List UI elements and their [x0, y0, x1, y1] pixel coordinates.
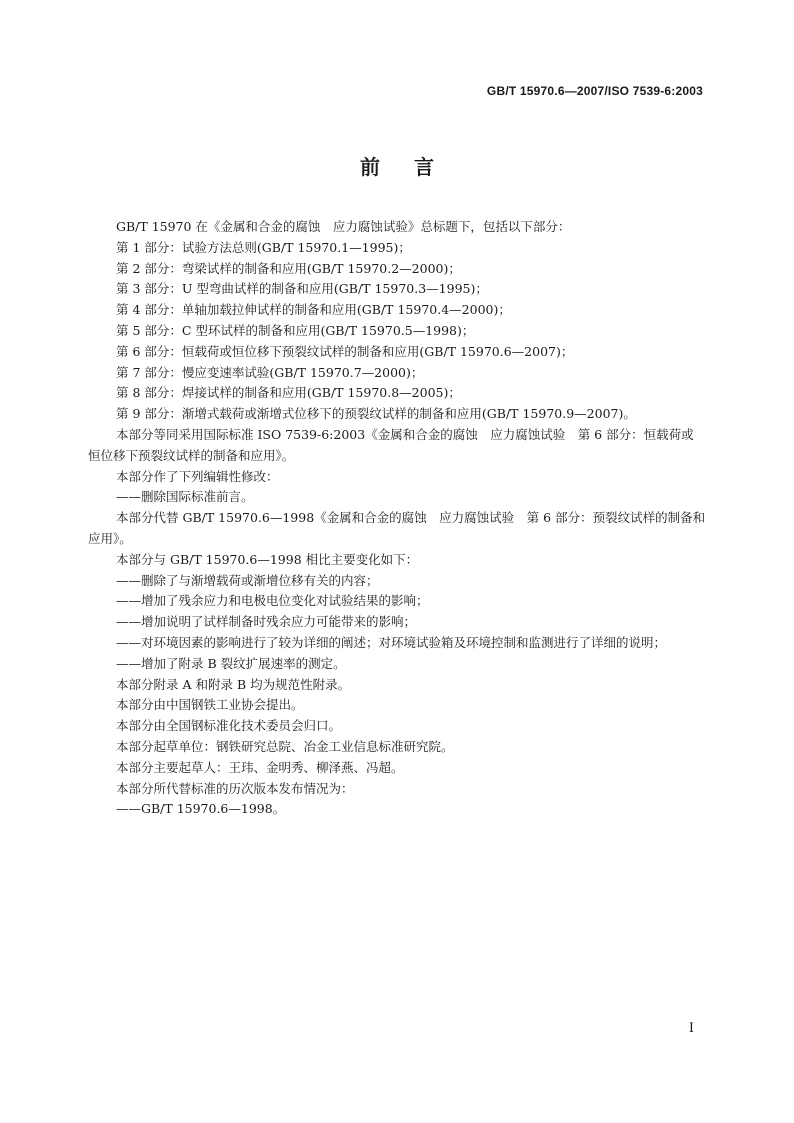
part-list-item: 第 1 部分：试验方法总则(GB/T 15970.1—1995)； — [116, 239, 411, 255]
paragraph: 本部分附录 A 和附录 B 均为规范性附录。 — [116, 676, 351, 692]
paragraph: 本部分等同采用国际标准 ISO 7539-6:2003《金属和合金的腐蚀 应力腐蚀试验 第 6 部分：恒载荷或恒位移下预裂纹试样的制备和应用》。 — [88, 426, 694, 463]
part-list-item: 第 4 部分：单轴加载拉伸试样的制备和应用(GB/T 15970.4—2000)； — [116, 302, 511, 318]
part-list-item: 第 9 部分：渐增式载荷或渐增式位移下的预裂纹试样的制备和应用(GB/T 15970.9—2007)。 — [116, 406, 636, 422]
page-title: 前言 — [360, 155, 468, 179]
dash-item: ——GB/T 15970.6—1998。 — [116, 801, 286, 817]
dash-item: ——增加说明了试样制备时残余应力可能带来的影响； — [116, 614, 417, 630]
part-list-item: 第 5 部分：C 型环试样的制备和应用(GB/T 15970.5—1998)； — [116, 322, 475, 338]
standard-number: GB/T 15970.6—2007/ISO 7539-6:2003 — [486, 84, 703, 98]
part-list-item: 第 7 部分：慢应变速率试验(GB/T 15970.7—2000)； — [116, 364, 424, 380]
paragraph: 本部分作了下列编辑性修改： — [116, 468, 279, 484]
part-list-item: 第 8 部分：焊接试样的制备和应用(GB/T 15970.8—2005)； — [116, 385, 461, 401]
paragraph: 本部分由全国钢标准化技术委员会归口。 — [116, 718, 342, 734]
dash-item: ——删除国际标准前言。 — [116, 489, 254, 505]
dash-item: ——增加了附录 B 裂纹扩展速率的测定。 — [116, 655, 346, 671]
dash-item: ——增加了残余应力和电极电位变化对试验结果的影响； — [116, 593, 429, 609]
paragraph: 本部分所代替标准的历次版本发布情况为： — [116, 780, 354, 796]
foreword-body — [88, 217, 706, 820]
paragraph: 本部分与 GB/T 15970.6—1998 相比主要变化如下： — [116, 551, 419, 567]
paragraph: 本部分主要起草人：王玮、金明秀、柳泽燕、冯超。 — [116, 759, 404, 775]
dash-item: ——对环境因素的影响进行了较为详细的阐述；对环境试验箱及环境控制和监测进行了详细的说明； — [116, 634, 667, 650]
paragraph: 本部分由中国钢铁工业协会提出。 — [116, 697, 304, 713]
dash-item: ——删除了与渐增载荷或渐增位移有关的内容； — [116, 572, 379, 588]
part-list-item: 第 3 部分：U 型弯曲试样的制备和应用(GB/T 15970.3—1995)； — [116, 281, 488, 297]
paragraph: 本部分起草单位：钢铁研究总院、冶金工业信息标准研究院。 — [116, 738, 454, 754]
part-list-item: 第 2 部分：弯梁试样的制备和应用(GB/T 15970.2—2000)； — [116, 260, 461, 276]
paragraph: GB/T 15970 在《金属和合金的腐蚀 应力腐蚀试验》总标题下，包括以下部分： — [116, 219, 571, 234]
paragraph: 本部分代替 GB/T 15970.6—1998《金属和合金的腐蚀 应力腐蚀试验 第 6 部分：预裂纹试样的制备和应用》。 — [88, 510, 706, 546]
part-list-item: 第 6 部分：恒载荷或恒位移下预裂纹试样的制备和应用(GB/T 15970.6—2007)； — [116, 343, 574, 359]
page-number: I — [688, 1021, 694, 1036]
